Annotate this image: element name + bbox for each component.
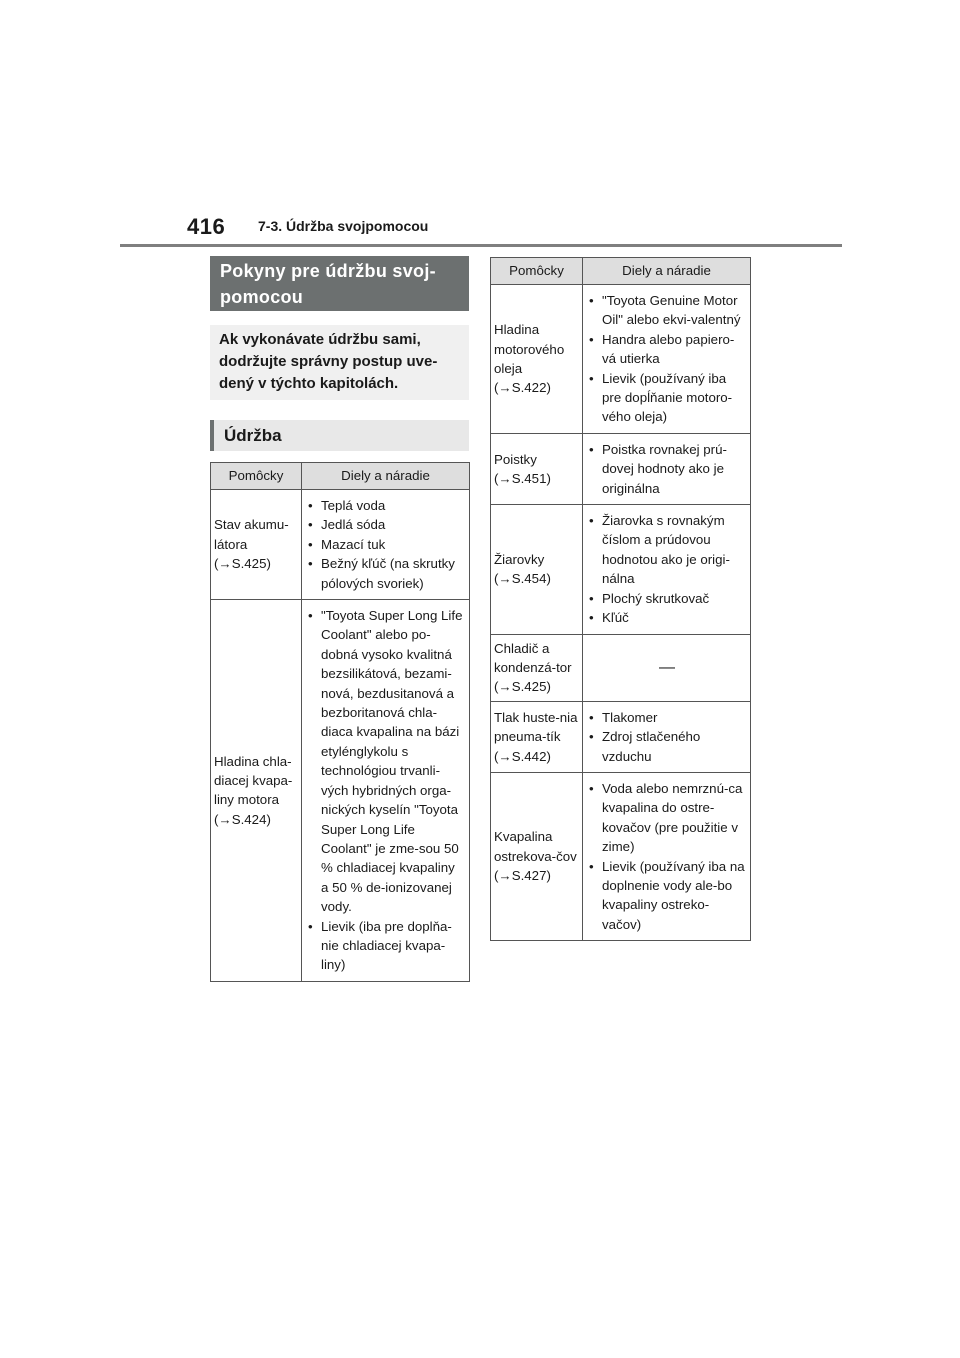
table-header-row bbox=[211, 463, 470, 490]
table-header-row bbox=[491, 258, 751, 285]
item-cell: Žiarovky (→S.454) bbox=[491, 505, 583, 634]
table-row bbox=[491, 433, 751, 504]
list-item: • "Toyota Super Long Life Coolant" alebo po-dobná vysoko kvalitná bezsilikátová, bezami-nová, bezdusitanová a bezboritanová chla-diaca kvapalina na bázi etylénglykolu s technológiou trvanli-vých hybridných orga-nických kyselín "Toyota Super Long Life Coolant" je zme-sou 50 % chladiacej kvapaliny a 50 % de-ionizovanej vody. bbox=[307, 606, 465, 917]
table-row bbox=[491, 634, 751, 701]
maintenance-table-right bbox=[490, 257, 751, 941]
item-cell: Hladina chla-diacej kvapa-liny motora (→S.424) bbox=[211, 600, 302, 982]
column-header-items: Pomôcky bbox=[491, 258, 583, 285]
list-item: • Teplá voda bbox=[307, 496, 465, 515]
table-row bbox=[491, 772, 751, 940]
item-cell: Chladič a kondenzá-tor (→S.425) bbox=[491, 634, 583, 701]
table-row bbox=[491, 505, 751, 634]
list-item: • Lievik (iba pre doplňa-nie chladiacej kvapa-liny) bbox=[307, 917, 465, 975]
list-item: • Jedlá sóda bbox=[307, 515, 465, 534]
list-item: • Bežný kľúč (na skrutky pólových svoriek) bbox=[307, 554, 465, 593]
parts-cell bbox=[583, 701, 751, 772]
list-item: • Žiarovka s rovnakým číslom a prúdovou hodnotou ako je origi-nálna bbox=[588, 511, 746, 589]
list-item: • Tlakomer bbox=[588, 708, 746, 727]
list-item: • "Toyota Genuine Motor Oil" alebo ekvi-valentný bbox=[588, 291, 746, 330]
list-item: • Lievik (používaný iba pre dopĺňanie motoro-vého oleja) bbox=[588, 369, 746, 427]
item-cell: Stav akumu-látora (→S.425) bbox=[211, 490, 302, 600]
parts-cell bbox=[302, 600, 470, 982]
list-item: • Poistka rovnakej prú-dovej hodnoty ako je originálna bbox=[588, 440, 746, 498]
list-item: • Zdroj stlačeného vzduchu bbox=[588, 727, 746, 766]
parts-cell bbox=[583, 505, 751, 634]
table-row bbox=[211, 600, 470, 982]
column-header-parts: Diely a náradie bbox=[302, 463, 470, 490]
item-cell: Kvapalina ostrekova-čov (→S.427) bbox=[491, 772, 583, 940]
table-row bbox=[491, 285, 751, 434]
list-item: • Mazací tuk bbox=[307, 535, 465, 554]
page-number: 416 bbox=[187, 214, 226, 239]
column-header-parts: Diely a náradie bbox=[583, 258, 751, 285]
parts-cell bbox=[583, 433, 751, 504]
parts-cell bbox=[583, 772, 751, 940]
table-row bbox=[211, 490, 470, 600]
item-cell: Tlak huste-nia pneuma-tík (→S.442) bbox=[491, 701, 583, 772]
section-title: 7-3. Údržba svojpomocou bbox=[258, 218, 429, 234]
parts-cell bbox=[583, 285, 751, 434]
item-cell: Hladina motorového oleja (→S.422) bbox=[491, 285, 583, 434]
empty-dash: — bbox=[583, 634, 751, 701]
header-rule bbox=[120, 244, 842, 247]
list-item: • Plochý skrutkovač bbox=[588, 589, 746, 608]
item-cell: Poistky (→S.451) bbox=[491, 433, 583, 504]
parts-cell bbox=[302, 490, 470, 600]
list-item: • Handra alebo papiero-vá utierka bbox=[588, 330, 746, 369]
list-item: • Lievik (používaný iba na doplnenie vody ale-bo kvapaliny ostreko-vačov) bbox=[588, 857, 746, 935]
intro-box: Ak vykonávate údržbu sami, dodržujte správny postup uve-dený v týchto kapitolách. bbox=[210, 325, 469, 400]
column-header-items: Pomôcky bbox=[211, 463, 302, 490]
list-item: • Kľúč bbox=[588, 608, 746, 627]
chapter-banner: Pokyny pre údržbu svoj-pomocou bbox=[210, 256, 469, 311]
subheading: Údržba bbox=[210, 420, 469, 451]
maintenance-table-left bbox=[210, 462, 470, 982]
table-row bbox=[491, 701, 751, 772]
list-item: • Voda alebo nemrznú-ca kvapalina do ostre-kovačov (pre použitie v zime) bbox=[588, 779, 746, 857]
